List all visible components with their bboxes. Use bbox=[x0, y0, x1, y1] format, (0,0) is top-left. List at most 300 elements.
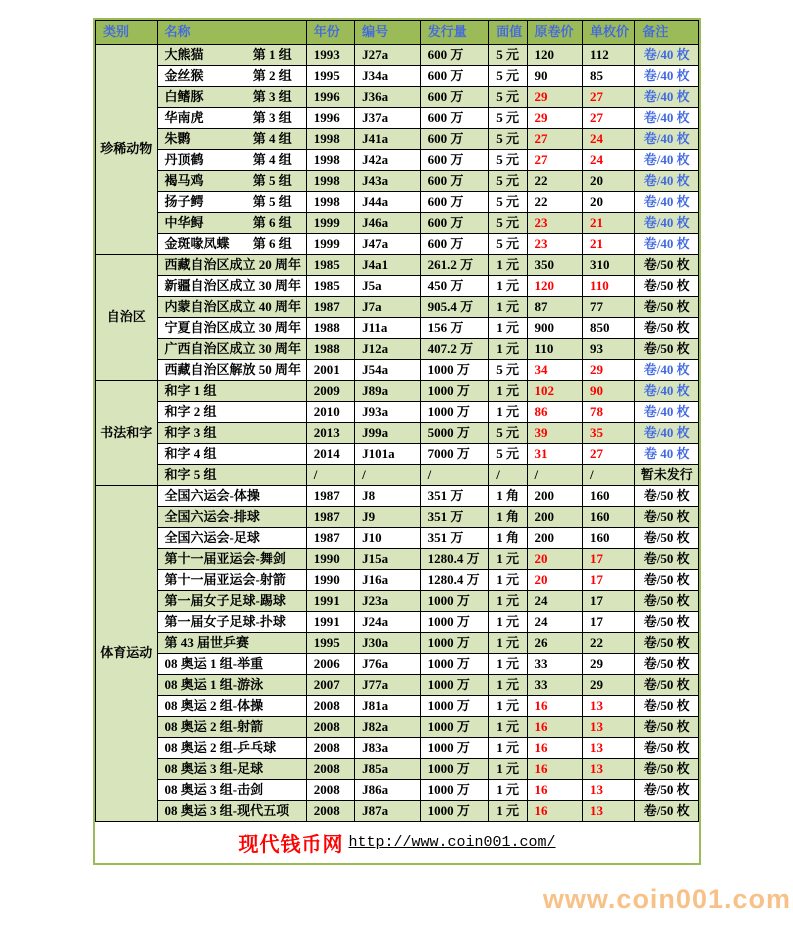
cell-code: J5a bbox=[355, 276, 421, 297]
cell-issue-amount: 351 万 bbox=[420, 486, 489, 507]
cell-face-value: 1 元 bbox=[489, 612, 527, 633]
cell-code: J86a bbox=[355, 780, 421, 801]
cell-face-value: 5 元 bbox=[489, 171, 527, 192]
table-row bbox=[96, 780, 699, 801]
item-name: 朱鹮 bbox=[164, 130, 191, 146]
cell-code: J41a bbox=[355, 129, 421, 150]
cell-face-value: 5 元 bbox=[489, 234, 527, 255]
cell-code: J85a bbox=[355, 759, 421, 780]
item-group: 第 3 组 bbox=[252, 88, 292, 104]
cell-code: / bbox=[355, 465, 421, 486]
table-row bbox=[96, 318, 699, 339]
cell-roll-price: 27 bbox=[527, 129, 582, 150]
cell-note: 卷/50 枚 bbox=[635, 738, 699, 759]
cell-issue-amount: 1000 万 bbox=[420, 759, 489, 780]
cell-unit-price: 20 bbox=[582, 192, 634, 213]
cell-code: J76a bbox=[355, 654, 421, 675]
cell-note: 卷/40 枚 bbox=[635, 87, 699, 108]
cell-code: J7a bbox=[355, 297, 421, 318]
cell-note: 卷/50 枚 bbox=[635, 276, 699, 297]
cell-note: 卷/40 枚 bbox=[635, 381, 699, 402]
cell-name: 和字 3 组 bbox=[157, 423, 306, 444]
cell-face-value: 1 元 bbox=[489, 759, 527, 780]
table-row bbox=[96, 129, 699, 150]
cell-note: 卷/50 枚 bbox=[635, 780, 699, 801]
cell-roll-price: 200 bbox=[527, 486, 582, 507]
table-row bbox=[96, 465, 699, 486]
table-row bbox=[96, 696, 699, 717]
table-row bbox=[96, 402, 699, 423]
cell-note: 卷/40 枚 bbox=[635, 129, 699, 150]
table-body bbox=[96, 45, 699, 822]
cell-issue-amount: 1000 万 bbox=[420, 633, 489, 654]
cell-year: 2008 bbox=[306, 780, 354, 801]
cell-issue-amount: 1000 万 bbox=[420, 381, 489, 402]
cell-code: J82a bbox=[355, 717, 421, 738]
cell-face-value: 1 元 bbox=[489, 654, 527, 675]
cell-code: J99a bbox=[355, 423, 421, 444]
cell-unit-price: 17 bbox=[582, 549, 634, 570]
cell-note: 卷/40 枚 bbox=[635, 192, 699, 213]
table-row bbox=[96, 66, 699, 87]
cell-year: 2009 bbox=[306, 381, 354, 402]
cell-unit-price: 110 bbox=[582, 276, 634, 297]
cell-face-value: 5 元 bbox=[489, 108, 527, 129]
table-row bbox=[96, 381, 699, 402]
item-group: 第 6 组 bbox=[252, 214, 292, 230]
cell-code: J93a bbox=[355, 402, 421, 423]
cell-name bbox=[157, 129, 306, 150]
table-row bbox=[96, 297, 699, 318]
cell-roll-price: 34 bbox=[527, 360, 582, 381]
cell-name bbox=[157, 192, 306, 213]
table-row bbox=[96, 507, 699, 528]
cell-code: J23a bbox=[355, 591, 421, 612]
price-sheet bbox=[93, 18, 701, 865]
cell-note: 卷/40 枚 bbox=[635, 360, 699, 381]
cell-code: J27a bbox=[355, 45, 421, 66]
cell-issue-amount: 600 万 bbox=[420, 150, 489, 171]
cell-year: 1999 bbox=[306, 234, 354, 255]
cell-issue-amount: 600 万 bbox=[420, 108, 489, 129]
cell-face-value: 1 元 bbox=[489, 318, 527, 339]
cell-code: J83a bbox=[355, 738, 421, 759]
cell-roll-price: 110 bbox=[527, 339, 582, 360]
cell-note: 卷/50 枚 bbox=[635, 717, 699, 738]
cell-issue-amount: 1000 万 bbox=[420, 780, 489, 801]
column-header-1: 名称 bbox=[157, 21, 306, 45]
cell-note: 卷/50 枚 bbox=[635, 633, 699, 654]
column-header-4: 发行量 bbox=[420, 21, 489, 45]
table-row bbox=[96, 171, 699, 192]
cell-name: 内蒙自治区成立 40 周年 bbox=[157, 297, 306, 318]
cell-issue-amount: 1000 万 bbox=[420, 696, 489, 717]
cell-face-value: 5 元 bbox=[489, 192, 527, 213]
cell-code: J10 bbox=[355, 528, 421, 549]
cell-face-value: 1 元 bbox=[489, 276, 527, 297]
item-name: 中华鲟 bbox=[164, 214, 204, 230]
cell-name bbox=[157, 171, 306, 192]
cell-roll-price: 16 bbox=[527, 696, 582, 717]
table-row bbox=[96, 150, 699, 171]
cell-name: 和字 4 组 bbox=[157, 444, 306, 465]
table-row bbox=[96, 444, 699, 465]
cell-face-value: 1 元 bbox=[489, 255, 527, 276]
cell-issue-amount: 600 万 bbox=[420, 66, 489, 87]
cell-note: 卷/50 枚 bbox=[635, 696, 699, 717]
cell-name: 08 奥运 3 组-击剑 bbox=[157, 780, 306, 801]
cell-unit-price: 13 bbox=[582, 801, 634, 822]
cell-note: 卷/50 枚 bbox=[635, 654, 699, 675]
table-row bbox=[96, 759, 699, 780]
cell-roll-price: 22 bbox=[527, 192, 582, 213]
cell-code: J9 bbox=[355, 507, 421, 528]
table-row bbox=[96, 570, 699, 591]
cell-roll-price: 16 bbox=[527, 801, 582, 822]
cell-note: 卷/50 枚 bbox=[635, 318, 699, 339]
cell-year: 1991 bbox=[306, 591, 354, 612]
cell-note: 卷/40 枚 bbox=[635, 108, 699, 129]
cell-unit-price: 17 bbox=[582, 570, 634, 591]
cell-issue-amount: 351 万 bbox=[420, 507, 489, 528]
cell-name bbox=[157, 108, 306, 129]
cell-unit-price: 13 bbox=[582, 759, 634, 780]
cell-roll-price: 27 bbox=[527, 150, 582, 171]
cell-code: J34a bbox=[355, 66, 421, 87]
cell-issue-amount: 600 万 bbox=[420, 129, 489, 150]
cell-issue-amount: 600 万 bbox=[420, 234, 489, 255]
cell-issue-amount: 1280.4 万 bbox=[420, 549, 489, 570]
table-row bbox=[96, 192, 699, 213]
cell-issue-amount: 7000 万 bbox=[420, 444, 489, 465]
cell-unit-price: 85 bbox=[582, 66, 634, 87]
table-row bbox=[96, 654, 699, 675]
item-group: 第 5 组 bbox=[252, 172, 292, 188]
cell-note: 卷/50 枚 bbox=[635, 675, 699, 696]
item-group: 第 6 组 bbox=[252, 235, 292, 251]
table-row bbox=[96, 675, 699, 696]
cell-unit-price: 78 bbox=[582, 402, 634, 423]
cell-unit-price: 29 bbox=[582, 675, 634, 696]
cell-year: 1995 bbox=[306, 66, 354, 87]
cell-roll-price: 200 bbox=[527, 507, 582, 528]
cell-name bbox=[157, 213, 306, 234]
cell-year: 1985 bbox=[306, 276, 354, 297]
cell-unit-price: 160 bbox=[582, 507, 634, 528]
cell-face-value: 1 元 bbox=[489, 591, 527, 612]
cell-year: 2008 bbox=[306, 738, 354, 759]
cell-name: 和字 2 组 bbox=[157, 402, 306, 423]
cell-roll-price: 90 bbox=[527, 66, 582, 87]
cell-roll-price: 24 bbox=[527, 591, 582, 612]
table-row bbox=[96, 801, 699, 822]
cell-note: 卷/40 枚 bbox=[635, 234, 699, 255]
cell-code: J15a bbox=[355, 549, 421, 570]
cell-face-value: 5 元 bbox=[489, 87, 527, 108]
cell-name: 第一届女子足球-扑球 bbox=[157, 612, 306, 633]
cell-face-value: 5 元 bbox=[489, 423, 527, 444]
cell-name: 08 奥运 1 组-游泳 bbox=[157, 675, 306, 696]
cell-year: 1987 bbox=[306, 507, 354, 528]
cell-code: J12a bbox=[355, 339, 421, 360]
cell-issue-amount: 600 万 bbox=[420, 45, 489, 66]
cell-note: 卷/50 枚 bbox=[635, 297, 699, 318]
cell-note: 卷/40 枚 bbox=[635, 45, 699, 66]
cell-issue-amount: 407.2 万 bbox=[420, 339, 489, 360]
cell-roll-price: 20 bbox=[527, 549, 582, 570]
cell-year: 1990 bbox=[306, 549, 354, 570]
cell-code: J11a bbox=[355, 318, 421, 339]
cell-unit-price: 93 bbox=[582, 339, 634, 360]
cell-face-value: 1 元 bbox=[489, 696, 527, 717]
cell-unit-price: 29 bbox=[582, 360, 634, 381]
cell-note: 暂未发行 bbox=[635, 465, 699, 486]
item-name: 褐马鸡 bbox=[164, 172, 204, 188]
cell-face-value: 1 元 bbox=[489, 738, 527, 759]
cell-name: 全国六运会-排球 bbox=[157, 507, 306, 528]
column-header-0: 类别 bbox=[96, 21, 158, 45]
cell-issue-amount: 1000 万 bbox=[420, 675, 489, 696]
cell-face-value: / bbox=[489, 465, 527, 486]
cell-face-value: 5 元 bbox=[489, 444, 527, 465]
table-row bbox=[96, 45, 699, 66]
cell-roll-price: 23 bbox=[527, 213, 582, 234]
coin-price-table bbox=[95, 20, 699, 822]
table-row bbox=[96, 738, 699, 759]
cell-face-value: 1 角 bbox=[489, 486, 527, 507]
cell-name: 第十一届亚运会-舞剑 bbox=[157, 549, 306, 570]
item-group: 第 5 组 bbox=[252, 193, 292, 209]
cell-note: 卷/40 枚 bbox=[635, 402, 699, 423]
cell-code: J37a bbox=[355, 108, 421, 129]
table-row bbox=[96, 213, 699, 234]
cell-code: J24a bbox=[355, 612, 421, 633]
cell-unit-price: 29 bbox=[582, 654, 634, 675]
table-row bbox=[96, 255, 699, 276]
cell-roll-price: 22 bbox=[527, 171, 582, 192]
item-group: 第 1 组 bbox=[252, 46, 292, 62]
cell-note: 卷/40 枚 bbox=[635, 66, 699, 87]
table-row bbox=[96, 360, 699, 381]
column-header-6: 原卷价 bbox=[527, 21, 582, 45]
cell-name bbox=[157, 87, 306, 108]
table-row bbox=[96, 528, 699, 549]
cell-face-value: 1 元 bbox=[489, 381, 527, 402]
cell-name: 第一届女子足球-踢球 bbox=[157, 591, 306, 612]
cell-name: 08 奥运 2 组-射箭 bbox=[157, 717, 306, 738]
item-name: 金丝猴 bbox=[164, 67, 204, 83]
cell-year: 2001 bbox=[306, 360, 354, 381]
cell-code: J87a bbox=[355, 801, 421, 822]
cell-name bbox=[157, 66, 306, 87]
cell-unit-price: 21 bbox=[582, 213, 634, 234]
cell-unit-price: 21 bbox=[582, 234, 634, 255]
column-header-8: 备注 bbox=[635, 21, 699, 45]
cell-roll-price: 16 bbox=[527, 780, 582, 801]
cell-issue-amount: 1000 万 bbox=[420, 801, 489, 822]
cell-name bbox=[157, 234, 306, 255]
cell-issue-amount: 1000 万 bbox=[420, 717, 489, 738]
column-header-7: 单枚价 bbox=[582, 21, 634, 45]
cell-issue-amount: 1000 万 bbox=[420, 402, 489, 423]
cell-unit-price: 13 bbox=[582, 696, 634, 717]
item-group: 第 4 组 bbox=[252, 151, 292, 167]
cell-code: J16a bbox=[355, 570, 421, 591]
cell-name: 08 奥运 3 组-足球 bbox=[157, 759, 306, 780]
cell-face-value: 1 元 bbox=[489, 717, 527, 738]
cell-code: J36a bbox=[355, 87, 421, 108]
cell-year: 1993 bbox=[306, 45, 354, 66]
cell-year: 2006 bbox=[306, 654, 354, 675]
cell-code: J54a bbox=[355, 360, 421, 381]
cell-year: 1990 bbox=[306, 570, 354, 591]
table-row bbox=[96, 717, 699, 738]
cell-name: 西藏自治区解放 50 周年 bbox=[157, 360, 306, 381]
cell-year: 1995 bbox=[306, 633, 354, 654]
header-row bbox=[96, 21, 699, 45]
cell-unit-price: 77 bbox=[582, 297, 634, 318]
cell-note: 卷/50 枚 bbox=[635, 570, 699, 591]
cell-issue-amount: 600 万 bbox=[420, 171, 489, 192]
cell-unit-price: 17 bbox=[582, 612, 634, 633]
cell-issue-amount: 600 万 bbox=[420, 87, 489, 108]
cell-year: 2008 bbox=[306, 759, 354, 780]
item-group: 第 3 组 bbox=[252, 109, 292, 125]
cell-unit-price: 850 bbox=[582, 318, 634, 339]
cell-name: 广西自治区成立 30 周年 bbox=[157, 339, 306, 360]
cell-issue-amount: 1000 万 bbox=[420, 738, 489, 759]
cell-unit-price: 27 bbox=[582, 87, 634, 108]
cell-face-value: 1 元 bbox=[489, 633, 527, 654]
cell-year: 1998 bbox=[306, 129, 354, 150]
cell-unit-price: 27 bbox=[582, 444, 634, 465]
cell-name: 宁夏自治区成立 30 周年 bbox=[157, 318, 306, 339]
cell-roll-price: 33 bbox=[527, 675, 582, 696]
cell-year: 1996 bbox=[306, 108, 354, 129]
cell-note: 卷/50 枚 bbox=[635, 759, 699, 780]
cell-roll-price: 350 bbox=[527, 255, 582, 276]
cell-issue-amount: 1000 万 bbox=[420, 360, 489, 381]
cell-name: 全国六运会-体操 bbox=[157, 486, 306, 507]
cell-face-value: 1 元 bbox=[489, 339, 527, 360]
column-header-2: 年份 bbox=[306, 21, 354, 45]
table-row bbox=[96, 339, 699, 360]
cell-year: 1985 bbox=[306, 255, 354, 276]
cell-name bbox=[157, 150, 306, 171]
cell-note: 卷/50 枚 bbox=[635, 612, 699, 633]
cell-note: 卷/40 枚 bbox=[635, 171, 699, 192]
cell-issue-amount: 1000 万 bbox=[420, 612, 489, 633]
cell-note: 卷/50 枚 bbox=[635, 486, 699, 507]
cell-year: 1987 bbox=[306, 297, 354, 318]
cell-code: J77a bbox=[355, 675, 421, 696]
cell-unit-price: / bbox=[582, 465, 634, 486]
item-group: 第 2 组 bbox=[252, 67, 292, 83]
cell-unit-price: 160 bbox=[582, 528, 634, 549]
cell-face-value: 1 元 bbox=[489, 801, 527, 822]
cell-roll-price: 16 bbox=[527, 759, 582, 780]
table-row bbox=[96, 591, 699, 612]
cell-unit-price: 27 bbox=[582, 108, 634, 129]
item-name: 白鳍豚 bbox=[164, 88, 204, 104]
column-header-5: 面值 bbox=[489, 21, 527, 45]
item-name: 金斑喙凤蝶 bbox=[164, 235, 230, 251]
cell-issue-amount: 600 万 bbox=[420, 213, 489, 234]
cell-roll-price: 16 bbox=[527, 717, 582, 738]
cell-roll-price: 87 bbox=[527, 297, 582, 318]
item-group: 第 4 组 bbox=[252, 130, 292, 146]
category-cell-1: 自治区 bbox=[96, 255, 158, 381]
cell-roll-price: 24 bbox=[527, 612, 582, 633]
cell-year: 1988 bbox=[306, 339, 354, 360]
cell-name: 西藏自治区成立 20 周年 bbox=[157, 255, 306, 276]
table-row bbox=[96, 486, 699, 507]
cell-face-value: 1 元 bbox=[489, 675, 527, 696]
cell-roll-price: 16 bbox=[527, 738, 582, 759]
cell-year: 1999 bbox=[306, 213, 354, 234]
cell-face-value: 1 元 bbox=[489, 402, 527, 423]
cell-unit-price: 20 bbox=[582, 171, 634, 192]
cell-unit-price: 24 bbox=[582, 129, 634, 150]
table-row bbox=[96, 612, 699, 633]
cell-roll-price: 102 bbox=[527, 381, 582, 402]
cell-name: 08 奥运 1 组-举重 bbox=[157, 654, 306, 675]
cell-name: 第十一届亚运会-射箭 bbox=[157, 570, 306, 591]
cell-issue-amount: 156 万 bbox=[420, 318, 489, 339]
table-row bbox=[96, 423, 699, 444]
cell-code: J4a1 bbox=[355, 255, 421, 276]
cell-code: J101a bbox=[355, 444, 421, 465]
cell-year: / bbox=[306, 465, 354, 486]
cell-year: 1996 bbox=[306, 87, 354, 108]
footer-bar bbox=[95, 822, 699, 863]
cell-note: 卷/50 枚 bbox=[635, 255, 699, 276]
cell-unit-price: 13 bbox=[582, 717, 634, 738]
cell-note: 卷/40 枚 bbox=[635, 213, 699, 234]
category-cell-2: 书法和字 bbox=[96, 381, 158, 486]
item-name: 丹顶鹤 bbox=[164, 151, 204, 167]
cell-face-value: 1 元 bbox=[489, 570, 527, 591]
cell-roll-price: 86 bbox=[527, 402, 582, 423]
cell-note: 卷/50 枚 bbox=[635, 528, 699, 549]
cell-name: 08 奥运 2 组-乒乓球 bbox=[157, 738, 306, 759]
site-url-link[interactable]: http://www.coin001.com/ bbox=[348, 834, 556, 851]
cell-face-value: 5 元 bbox=[489, 129, 527, 150]
cell-issue-amount: 261.2 万 bbox=[420, 255, 489, 276]
cell-unit-price: 160 bbox=[582, 486, 634, 507]
cell-roll-price: / bbox=[527, 465, 582, 486]
cell-issue-amount: 450 万 bbox=[420, 276, 489, 297]
cell-issue-amount: 1000 万 bbox=[420, 654, 489, 675]
cell-roll-price: 23 bbox=[527, 234, 582, 255]
cell-year: 2008 bbox=[306, 696, 354, 717]
cell-year: 1998 bbox=[306, 192, 354, 213]
category-cell-3: 体育运动 bbox=[96, 486, 158, 822]
cell-code: J42a bbox=[355, 150, 421, 171]
cell-name: 全国六运会-足球 bbox=[157, 528, 306, 549]
cell-face-value: 1 元 bbox=[489, 549, 527, 570]
cell-note: 卷/40 枚 bbox=[635, 150, 699, 171]
cell-unit-price: 112 bbox=[582, 45, 634, 66]
cell-issue-amount: 351 万 bbox=[420, 528, 489, 549]
cell-issue-amount: / bbox=[420, 465, 489, 486]
cell-roll-price: 900 bbox=[527, 318, 582, 339]
cell-year: 2007 bbox=[306, 675, 354, 696]
cell-face-value: 5 元 bbox=[489, 66, 527, 87]
cell-year: 1998 bbox=[306, 171, 354, 192]
cell-roll-price: 39 bbox=[527, 423, 582, 444]
cell-note: 卷/50 枚 bbox=[635, 591, 699, 612]
